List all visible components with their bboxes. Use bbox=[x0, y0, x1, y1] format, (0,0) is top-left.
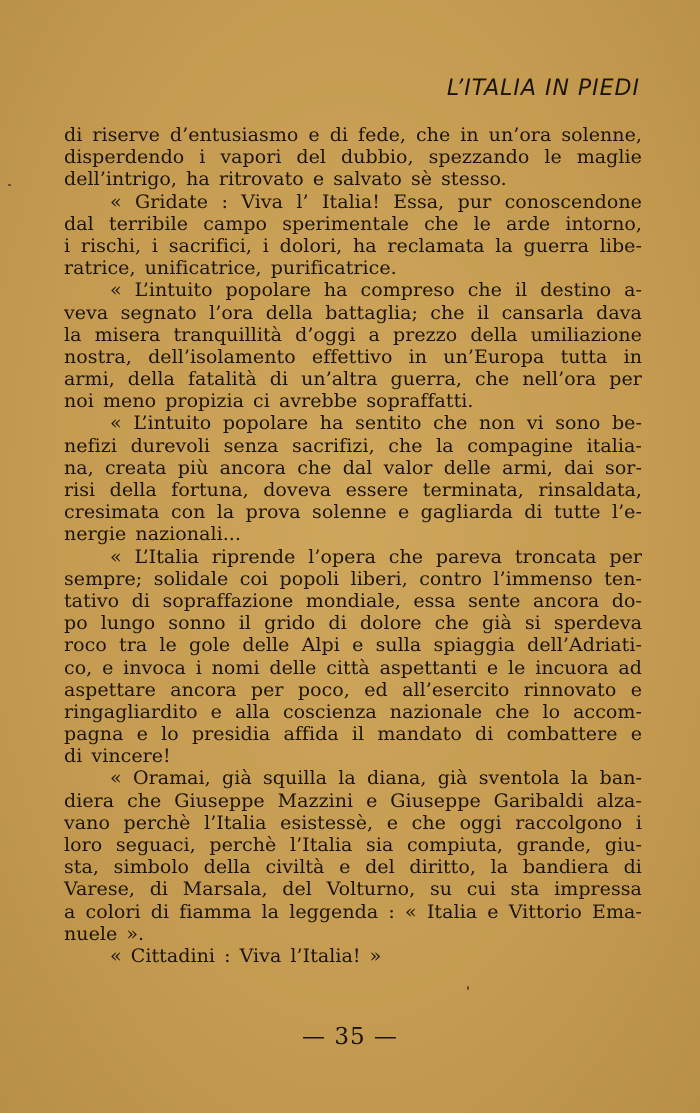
paper-speck bbox=[467, 986, 469, 990]
page-number: — 35 — bbox=[302, 1024, 398, 1050]
text-line: disperdendo i vapori del dubbio, spezzando le maglie bbox=[64, 146, 642, 169]
text-line: « Cittadini : Viva l’Italia! » bbox=[110, 944, 382, 967]
text-line: sta, simbolo della civiltà e del diritto, la bandiera di bbox=[64, 856, 642, 879]
text-line: vano perchè l’Italia esistessè, e che oggi raccolgono i bbox=[64, 811, 642, 834]
text-line: ratrice, unificatrice, purificatrice. bbox=[64, 257, 397, 280]
text-line: « L’Italia riprende l’opera che pareva troncata per bbox=[110, 545, 642, 568]
text-line: cresimata con la prova solenne e gagliarda di tutte l’e- bbox=[64, 501, 642, 524]
text-line: tativo di sopraffazione mondiale, essa sente ancora do- bbox=[64, 589, 642, 612]
paper-speck bbox=[8, 184, 11, 186]
running-header: L’ITALIA IN PIEDI bbox=[446, 76, 640, 101]
text-line: nuele ». bbox=[64, 922, 145, 945]
text-line: sempre; solidale coi popoli liberi, contro l’immenso ten- bbox=[64, 567, 642, 590]
text-line: loro seguaci, perchè l’Italia sia compiuta, grande, giu- bbox=[64, 834, 642, 856]
text-line: ringagliardito e alla coscienza nazionale che lo accom- bbox=[64, 700, 642, 723]
text-line: armi, della fatalità di un’altra guerra, che nell’ora per bbox=[64, 368, 642, 391]
text-line: pagna e lo presidia affida il mandato di combattere e bbox=[64, 723, 642, 746]
text-line: veva segnato l’ora della battaglia; che il cansarla dava bbox=[64, 301, 642, 324]
text-line: nergie nazionali... bbox=[64, 523, 241, 546]
text-line: dal terribile campo sperimentale che le arde intorno, bbox=[64, 212, 642, 235]
text-line: diera che Giuseppe Mazzini e Giuseppe Garibaldi alza- bbox=[64, 789, 642, 812]
text-line: i rischi, i sacrifici, i dolori, ha reclamata la guerra libe- bbox=[64, 234, 642, 257]
text-line: risi della fortuna, doveva essere terminata, rinsaldata, bbox=[64, 479, 642, 501]
text-line: po lungo sonno il grido di dolore che già si sperdeva bbox=[64, 612, 642, 635]
text-line: aspettare ancora per poco, ed all’esercito rinnovato e bbox=[64, 678, 642, 701]
text-line: « L’intuito popolare ha compreso che il destino a- bbox=[110, 279, 642, 302]
text-line: nefizi durevoli senza sacrifizi, che la compagine italia- bbox=[64, 434, 642, 457]
text-line: « Oramai, già squilla la diana, già sventola la ban- bbox=[110, 767, 642, 790]
text-line: co, e invoca i nomi delle città aspettanti e le incuora ad bbox=[64, 656, 642, 679]
text-line: di vincere! bbox=[64, 745, 171, 768]
text-line: nostra, dell’isolamento effettivo in un’Europa tutta in bbox=[64, 345, 642, 368]
text-line: « Gridate : Viva l’ Italia! Essa, pur conoscendone bbox=[110, 190, 642, 213]
text-line: na, creata più ancora che dal valor delle armi, dai sor- bbox=[64, 456, 642, 479]
text-line: Varese, di Marsala, del Volturno, su cui sta impressa bbox=[64, 878, 642, 901]
text-line: a colori di fiamma la leggenda : « Italia e Vittorio Ema- bbox=[64, 900, 642, 923]
text-line: di riserve d’entusiasmo e di fede, che in un’ora solenne, bbox=[64, 124, 642, 146]
text-line: « L’intuito popolare ha sentito che non vi sono be- bbox=[110, 412, 642, 435]
text-line: dell’intrigo, ha ritrovato e salvato sè stesso. bbox=[64, 168, 507, 191]
body-text bbox=[64, 124, 642, 967]
text-line: roco tra le gole delle Alpi e sulla spiaggia dell’Adriati- bbox=[64, 634, 642, 657]
text-line: noi meno propizia ci avrebbe sopraffatti. bbox=[64, 390, 474, 413]
text-line: la misera tranquillità d’oggi a prezzo della umiliazione bbox=[64, 323, 642, 346]
